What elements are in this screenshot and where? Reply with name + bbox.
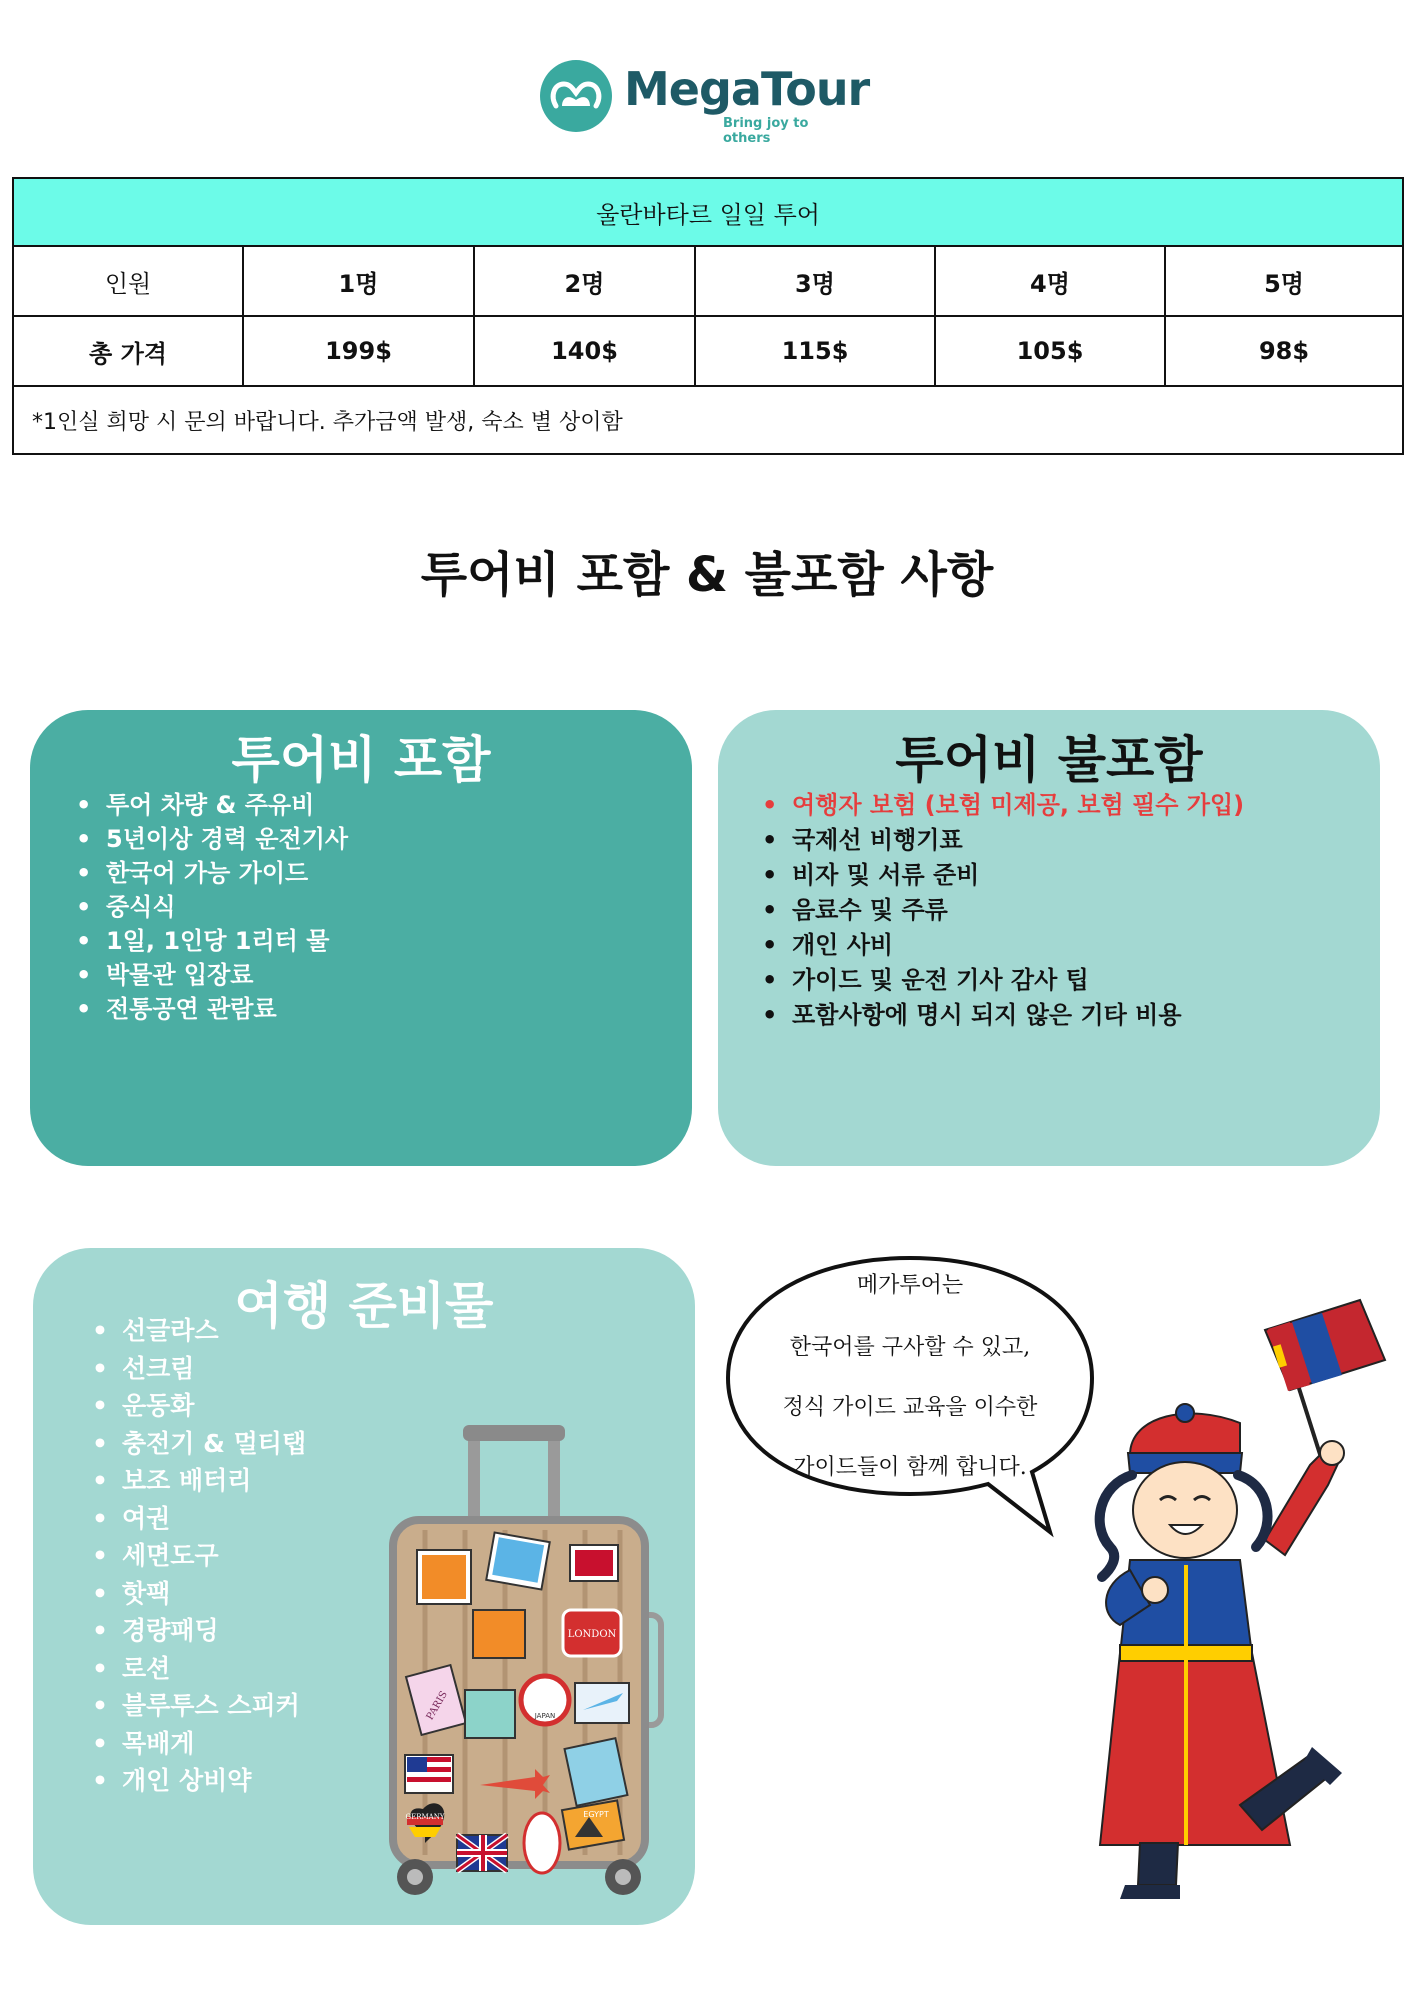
- list-item: • 가이드 및 운전 기사 감사 팁: [758, 963, 1244, 998]
- bubble-line: 가이드들이 함께 합니다.: [793, 1455, 1027, 1480]
- price-cell: 98$: [1165, 316, 1403, 386]
- table-row: [13, 316, 1403, 386]
- list-item: • 전통공연 관람료: [72, 992, 348, 1026]
- table-title: 울란바타르 일일 투어: [13, 178, 1403, 246]
- bubble-line: 메가투어는: [856, 1273, 964, 1298]
- logo-name: MegaTour: [624, 62, 870, 116]
- headcount-cell: 1명: [243, 246, 474, 316]
- list-item: • 국제선 비행기표: [758, 823, 1244, 858]
- excluded-list: [758, 788, 1244, 1033]
- included-box: [30, 710, 692, 1166]
- preparation-list: [88, 1312, 306, 1800]
- logo-tagline: Bring joy to others: [723, 116, 809, 146]
- headcount-label: 인원: [13, 246, 243, 316]
- list-item: • 1일, 1인당 1리터 물: [72, 924, 348, 958]
- list-item: • 비자 및 서류 준비: [758, 858, 1244, 893]
- list-item: • 세면도구: [88, 1537, 306, 1575]
- excluded-box: [718, 710, 1380, 1166]
- headcount-cell: 2명: [474, 246, 695, 316]
- included-title: 투어비 포함: [231, 731, 491, 789]
- sticker-japan: JAPAN: [534, 1712, 556, 1720]
- list-item: • 개인 상비약: [88, 1762, 306, 1800]
- price-cell: 199$: [243, 316, 474, 386]
- list-item: • 음료수 및 주류: [758, 893, 1244, 928]
- total-price-label: 총 가격: [13, 316, 243, 386]
- price-table: [12, 177, 1404, 455]
- mongolian-character-illustration: [1080, 1285, 1410, 1905]
- bubble-line: 정식 가이드 교육을 이수한: [782, 1395, 1038, 1420]
- list-item: • 운동화: [88, 1387, 306, 1425]
- sticker-egypt: EGYPT: [583, 1810, 609, 1819]
- price-cell: 140$: [474, 316, 695, 386]
- megatour-logo: [540, 58, 870, 146]
- list-item: • 중식식: [72, 890, 348, 924]
- list-item: • 블루투스 스피커: [88, 1687, 306, 1725]
- list-item-warning: • 여행자 보험 (보험 미제공, 보험 필수 가입): [758, 788, 1244, 823]
- suitcase-illustration: [385, 1425, 675, 1900]
- excluded-title: 투어비 불포함: [895, 731, 1203, 789]
- list-item: • 개인 사비: [758, 928, 1244, 963]
- list-item: • 목배게: [88, 1725, 306, 1763]
- list-item: • 한국어 가능 가이드: [72, 856, 348, 890]
- list-item: • 로션: [88, 1650, 306, 1688]
- list-item: • 선크림: [88, 1350, 306, 1388]
- list-item: • 선글라스: [88, 1312, 306, 1350]
- table-note: *1인실 희망 시 문의 바랍니다. 추가금액 발생, 숙소 별 상이함: [13, 386, 1403, 454]
- headcount-cell: 5명: [1165, 246, 1403, 316]
- bubble-line: 한국어를 구사할 수 있고,: [789, 1335, 1031, 1360]
- list-item: • 경량패딩: [88, 1612, 306, 1650]
- list-item: • 포함사항에 명시 되지 않은 기타 비용: [758, 998, 1244, 1033]
- price-cell: 115$: [695, 316, 935, 386]
- list-item: • 보조 배터리: [88, 1462, 306, 1500]
- section-title: 투어비 포함 & 불포함 사항: [420, 547, 994, 603]
- list-item: • 핫팩: [88, 1575, 306, 1613]
- table-note-row: [13, 386, 1403, 454]
- sticker-paris: PARIS: [424, 1689, 450, 1723]
- price-cell: 105$: [935, 316, 1165, 386]
- headcount-cell: 3명: [695, 246, 935, 316]
- list-item: • 여권: [88, 1500, 306, 1538]
- preparation-title: 여행 준비물: [234, 1277, 494, 1335]
- list-item: • 투어 차량 & 주유비: [72, 788, 348, 822]
- list-item: • 박물관 입장료: [72, 958, 348, 992]
- headcount-cell: 4명: [935, 246, 1165, 316]
- list-item: • 충전기 & 멀티탭: [88, 1425, 306, 1463]
- table-row: [13, 246, 1403, 316]
- sticker-germany: GERMANY: [405, 1813, 445, 1821]
- list-item: • 5년이상 경력 운전기사: [72, 822, 348, 856]
- sticker-london: LONDON: [567, 1629, 617, 1640]
- included-list: [72, 788, 348, 1026]
- logo-mark-icon: [540, 60, 612, 132]
- table-title-row: [13, 178, 1403, 246]
